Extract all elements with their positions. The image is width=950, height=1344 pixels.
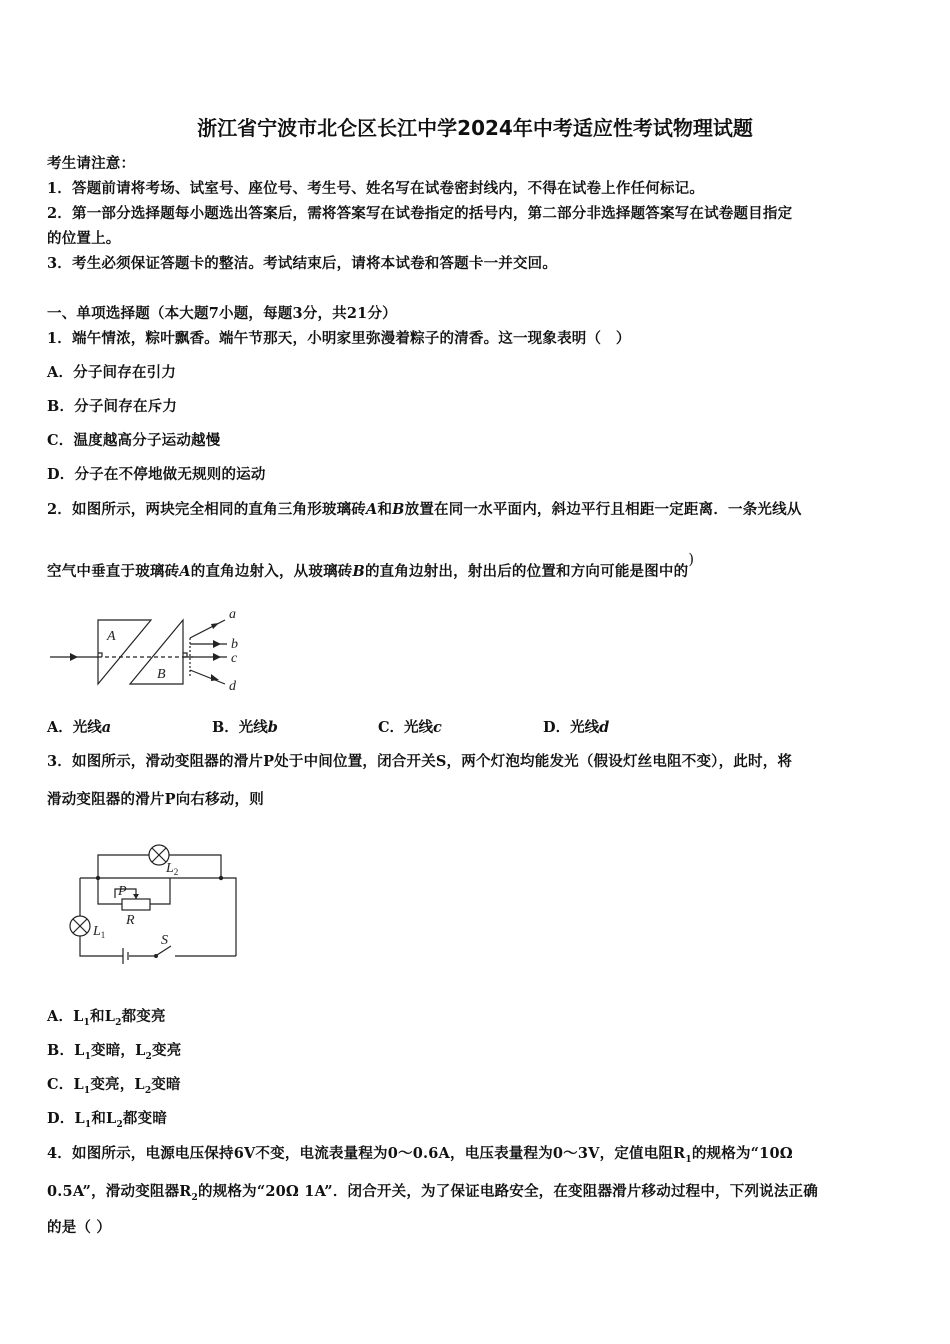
switch-label: S (161, 933, 168, 948)
question-4-stem-line3: 的是（ ） (47, 1219, 112, 1236)
ray-label: b (231, 637, 238, 652)
notice-item: 2．第一部分选择题每小题选出答案后，需将答案写在试卷指定的括号内，第二部分非选择题答案写在试卷题目指定 (47, 205, 793, 222)
question-3-stem-line2: 滑动变阻器的滑片P向右移动，则 (47, 791, 264, 808)
question-3-option-b: B．$L_1$变暗，$L_2$变亮 (47, 1042, 182, 1062)
notice-item: 的位置上。 (47, 230, 121, 247)
circuit-diagram (65, 838, 245, 973)
notice-heading: 考生请注意： (47, 155, 136, 172)
page-title: 浙江省宁波市北仑区长江中学2024年中考适应性考试物理试题 (197, 116, 753, 140)
notice-item: 1．答题前请将考场、试室号、座位号、考生号、姓名写在试卷密封线内，不得在试卷上作任何标记。 (47, 180, 705, 197)
question-4-stem-line1: 4．如图所示，电源电压保持6V不变，电流表量程为0～0.6A，电压表量程为0～3V，定值电阻$R_1$的规格为“10Ω (47, 1145, 793, 1165)
slider-label: P (118, 884, 127, 899)
question-2-option-b: B．光线b (212, 719, 278, 736)
question-1-option-b: B．分子间存在斥力 (47, 398, 178, 415)
question-2-option-a: A．光线a (47, 719, 112, 736)
question-2-stem-line1: 2．如图所示，两块完全相同的直角三角形玻璃砖A和B放置在同一水平面内，斜边平行且相距一定距离．一条光线从 (47, 501, 802, 518)
prism-optics-diagram (45, 598, 255, 698)
question-2-option-d: D．光线d (543, 719, 610, 736)
question-4-stem-line2: 0.5A”，滑动变阻器$R_2$的规格为“20Ω 1A”．闭合开关，为了保证电路安全，在变阻器滑片移动过程中，下列说法正确 (47, 1183, 818, 1203)
ray-label: a (229, 607, 236, 622)
question-1-option-d: D．分子在不停地做无规则的运动 (47, 466, 266, 483)
question-1-stem: 1．端午情浓，粽叶飘香。端午节那天，小明家里弥漫着粽子的清香。这一现象表明（ ） (47, 330, 631, 347)
ray-label: c (231, 651, 238, 666)
rheostat-label: R (126, 913, 135, 928)
question-3-stem-line1: 3．如图所示，滑动变阻器的滑片P处于中间位置，闭合开关S，两个灯泡均能发光（假设灯丝电阻不变），此时，将 (47, 753, 793, 770)
question-3-option-a: A．$L_1$和$L_2$都变亮 (47, 1008, 166, 1028)
question-2-stem-line2: 空气中垂直于玻璃砖A的直角边射入，从玻璃砖B的直角边射出，射出后的位置和方向可能是图中的) (47, 552, 695, 580)
section-heading: 一、单项选择题（本大题7小题，每题3分，共21分） (47, 305, 397, 322)
lamp-label: $L_1$ (93, 924, 106, 940)
lamp-label: $L_2$ (166, 861, 179, 877)
question-3-option-d: D．$L_1$和$L_2$都变暗 (47, 1110, 168, 1130)
prism-label: A (107, 629, 116, 644)
notice-item: 3．考生必须保证答题卡的整洁。考试结束后，请将本试卷和答题卡一并交回。 (47, 255, 558, 272)
question-3-option-c: C．$L_1$变亮，$L_2$变暗 (47, 1076, 181, 1096)
prism-label: B (157, 667, 166, 682)
question-1-option-a: A．分子间存在引力 (47, 364, 177, 381)
question-1-option-c: C．温度越高分子运动越慢 (47, 432, 221, 449)
question-2-option-c: C．光线c (378, 719, 442, 736)
ray-label: d (229, 679, 236, 694)
